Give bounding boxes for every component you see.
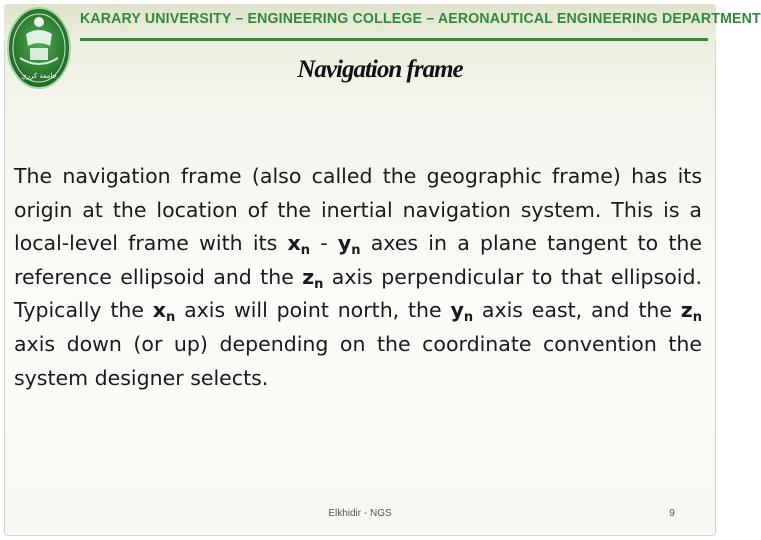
- body-text-segment: axis perpendicular to that ellipsoid. Typically the: [14, 264, 702, 323]
- body-paragraph: [14, 160, 702, 395]
- body-text-segment: axis down (or up) depending on the coordinate convention the system designer selects.: [14, 331, 702, 390]
- slide-title: Navigation frame: [297, 56, 463, 83]
- body-text-segment: -: [310, 231, 338, 256]
- page-number: 9: [669, 508, 675, 519]
- z-axis-label: $z_n$: [680, 298, 702, 326]
- body-text-segment: axis will point north, the: [175, 298, 451, 323]
- body-text-segment: axes in a plane tangent to the reference ellipsoid and the: [14, 231, 702, 289]
- body-text-segment: The navigation frame (also called the geographic frame) has its origin at the location of the inertial navigation system. This is a local-level frame with its: [14, 164, 702, 256]
- footer-author: Elkhidir - NGS: [328, 508, 392, 519]
- logo-text: جامعة كرري: [21, 72, 57, 80]
- x-axis-label: $x_n$: [152, 298, 176, 326]
- header-divider: [80, 38, 708, 41]
- y-axis-label: $y_n$: [337, 231, 361, 259]
- z-axis-label: $z_n$: [302, 264, 324, 292]
- x-axis-label: $x_n$: [287, 231, 310, 259]
- body-text-segment: axis east, and the: [473, 298, 681, 323]
- y-axis-label: $y_n$: [450, 298, 474, 326]
- university-logo: [6, 4, 72, 96]
- header-title: KARARY UNIVERSITY – ENGINEERING COLLEGE – AERONAUTICAL ENGINEERING DEPARTMENT: [80, 10, 761, 27]
